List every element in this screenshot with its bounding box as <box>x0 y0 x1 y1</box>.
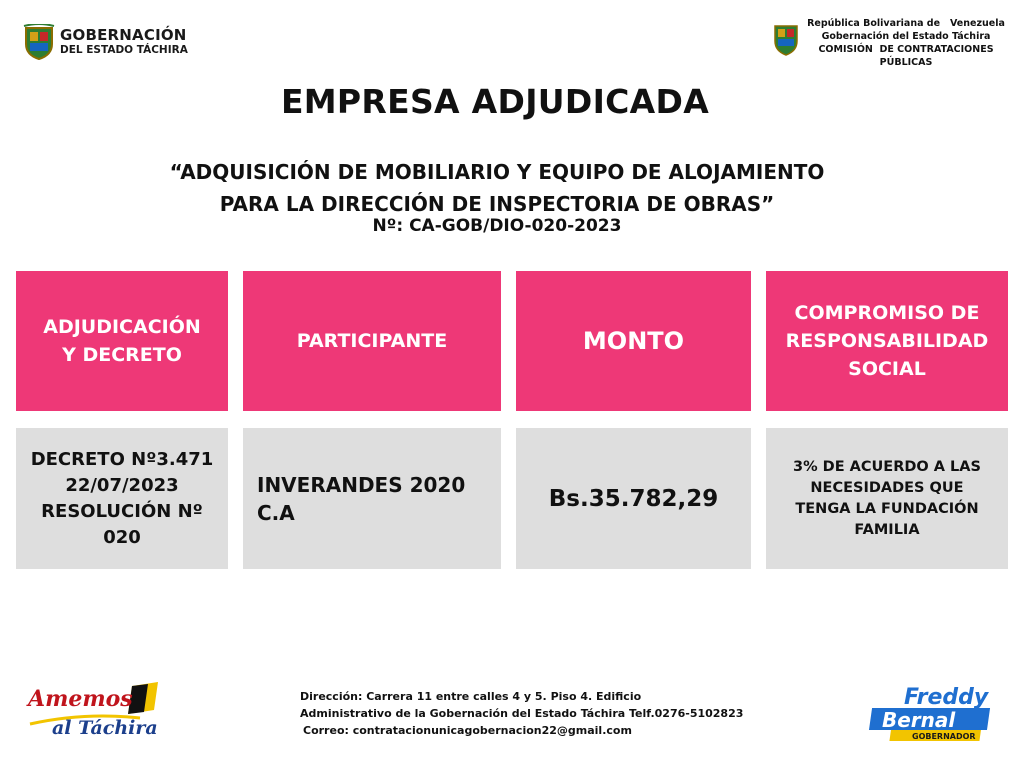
coat-of-arms-icon <box>22 24 56 60</box>
header-participante-label: PARTICIPANTE <box>296 330 448 352</box>
monto-amount: Bs.35.782,29 <box>548 485 719 512</box>
freddy-line-2: Bernal <box>882 708 956 732</box>
page-title: EMPRESA ADJUDICADA <box>280 82 710 121</box>
header-compromiso-line-2: RESPONSABILIDAD <box>785 330 989 352</box>
decreto-line-1: DECRETO Nº3.471 <box>30 448 214 470</box>
coat-of-arms-icon <box>772 23 800 57</box>
address-line-2: Administrativo de la Gobernación del Estado Táchira Telf.0276-5102823 <box>300 707 744 720</box>
freddy-bernal-logo <box>868 680 998 744</box>
subtitle-line-1: “ADQUISICIÓN DE MOBILIARIO Y EQUIPO DE ALOJAMIENTO <box>169 160 825 184</box>
compromiso-line-2: NECESIDADES QUE <box>810 479 964 496</box>
gov-line-state: Gobernación del Estado Táchira <box>821 31 991 42</box>
participante-line-2: C.A <box>257 500 295 525</box>
compromiso-line-1: 3% DE ACUERDO A LAS <box>793 458 981 475</box>
compromiso-line-3: TENGA LA FUNDACIÓN <box>795 500 979 517</box>
freddy-line-1: Freddy <box>904 685 989 710</box>
header-adjudicacion <box>16 271 228 411</box>
gov-line-commission: COMISIÓN DE CONTRATACIONES <box>818 44 994 55</box>
government-header <box>772 17 1006 69</box>
footer-email: Correo: contratacionunicagobernacion22@gmail.com <box>303 724 632 737</box>
gov-line-country: República Bolivariana de Venezuela <box>807 18 1005 29</box>
decreto-line-3: RESOLUCIÓN Nº <box>41 500 203 522</box>
logo-subtitle: DEL ESTADO TÁCHIRA <box>60 44 188 57</box>
header-adjudicacion-line-2: Y DECRETO <box>62 344 182 366</box>
address-line-1: Dirección: Carrera 11 entre calles 4 y 5. Piso 4. Edificio <box>300 690 642 703</box>
header-compromiso-line-3: SOCIAL <box>848 358 926 380</box>
participante-line-1: INVERANDES 2020 <box>257 472 466 497</box>
header-compromiso <box>766 271 1008 411</box>
amemos-line-1: Amemos <box>28 686 133 712</box>
compromiso-line-4: FAMILIA <box>854 521 920 538</box>
subtitle-line-2: PARA LA DIRECCIÓN DE INSPECTORIA DE OBRAS” <box>219 192 775 216</box>
value-compromiso <box>766 428 1008 569</box>
header-adjudicacion-line-1: ADJUDICACIÓN <box>43 316 201 338</box>
header-monto-label: MONTO <box>582 327 685 355</box>
amemos-line-2: al Táchira <box>52 717 158 739</box>
decreto-line-2: 22/07/2023 <box>65 474 179 496</box>
value-monto <box>516 428 751 569</box>
logo-title: GOBERNACIÓN <box>60 26 187 45</box>
freddy-line-3: GOBERNADOR <box>912 732 976 741</box>
gov-line-public: PÚBLICAS <box>879 57 933 68</box>
procurement-subtitle <box>0 156 994 220</box>
procurement-number: Nº: CA-GOB/DIO-020-2023 <box>372 216 622 236</box>
decreto-line-4: 020 <box>103 526 141 548</box>
amemos-tachira-logo <box>24 678 164 740</box>
value-decreto <box>16 428 228 569</box>
gobernacion-logo <box>22 24 188 60</box>
value-participante <box>243 428 501 569</box>
header-compromiso-line-1: COMPROMISO DE <box>794 302 980 324</box>
header-participante <box>243 271 501 411</box>
footer-address <box>300 688 743 739</box>
header-monto <box>516 271 751 411</box>
